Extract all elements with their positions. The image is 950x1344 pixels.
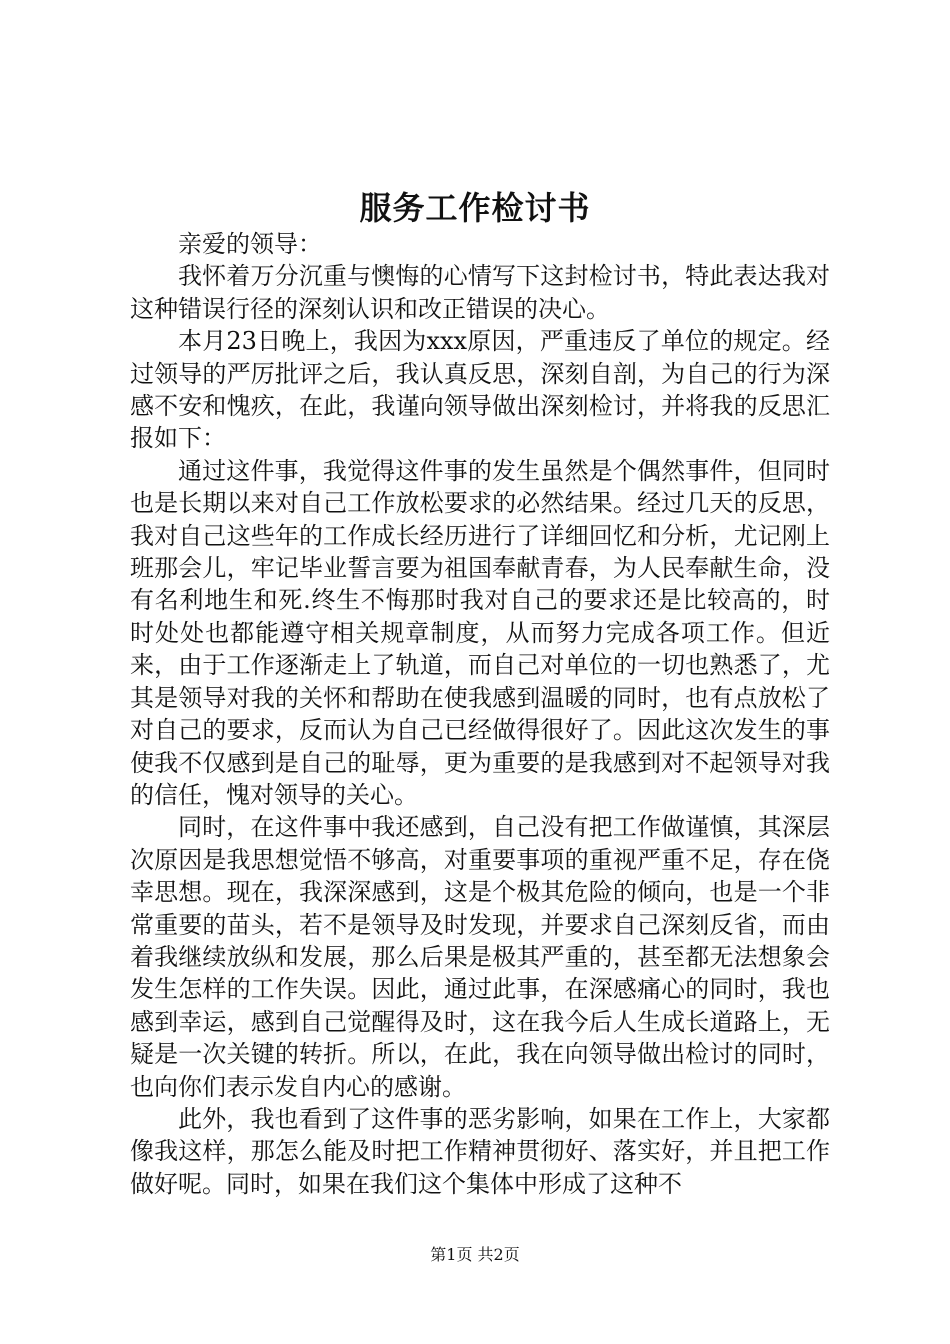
page-footer [0, 1244, 950, 1266]
paragraph-impact: 此外，我也看到了这件事的恶劣影响，如果在工作上，大家都像我这样，那怎么能及时把工作精神贯彻好、落实好，并且把工作做好呢。同时，如果在我们这个集体中形成了这种不 [130, 1104, 830, 1198]
paragraph-reflection: 通过这件事，我觉得这件事的发生虽然是个偶然事件，但同时也是长期以来对自己工作放松要求的必然结果。经过几天的反思，我对自己这些年的工作成长经历进行了详细回忆和分析，尤记刚上班那会儿，牢记毕业誓言要为祖国奉献青春，为人民奉献生命，没有名利地生和死.终生不悔那时我对自己的要求还是比较高的，时时处处也都能遵守相关规章制度，从而努力完成各项工作。但近来，由于工作逐渐走上了轨道，而自己对单位的一切也熟悉了，尤其是领导对我的关怀和帮助在使我感到温暖的同时，也有点放松了对自己的要求，反而认为自己已经做得很好了。因此这次发生的事使我不仅感到是自己的耻辱，更为重要的是我感到对不起领导对我的信任，愧对领导的关心。 [130, 456, 830, 809]
paragraph-deeper-cause: 同时，在这件事中我还感到，自己没有把工作做谨慎，其深层次原因是我思想觉悟不够高，对重要事项的重视严重不足，存在侥幸思想。现在，我深深感到，这是个极其危险的倾向，也是一个非常重要的苗头，若不是领导及时发现，并要求自己深刻反省，而由着我继续放纵和发展，那么后果是极其严重的，甚至都无法想象会发生怎样的工作失误。因此，通过此事，在深感痛心的同时，我也感到幸运，感到自己觉醒得及时，这在我今后人生成长道路上，无疑是一次关键的转折。所以，在此，我在向领导做出检讨的同时，也向你们表示发自内心的感谢。 [130, 813, 830, 1101]
paragraph-intro: 我怀着万分沉重与懊悔的心情写下这封检讨书，特此表达我对这种错误行径的深刻认识和改正错误的决心。 [130, 262, 830, 323]
salutation: 亲爱的领导： [178, 230, 322, 258]
document-body [130, 228, 830, 1200]
page-indicator: 第1页 共2页 [430, 1245, 520, 1264]
paragraph-incident: 本月23日晚上，我因为xxx原因，严重违反了单位的规定。经过领导的严厉批评之后，我认真反思，深刻自剖，为自己的行为深感不安和愧疚，在此，我谨向领导做出深刻检讨，并将我的反思汇报如下： [130, 327, 830, 453]
document-title: 服务工作检讨书 [359, 189, 591, 227]
